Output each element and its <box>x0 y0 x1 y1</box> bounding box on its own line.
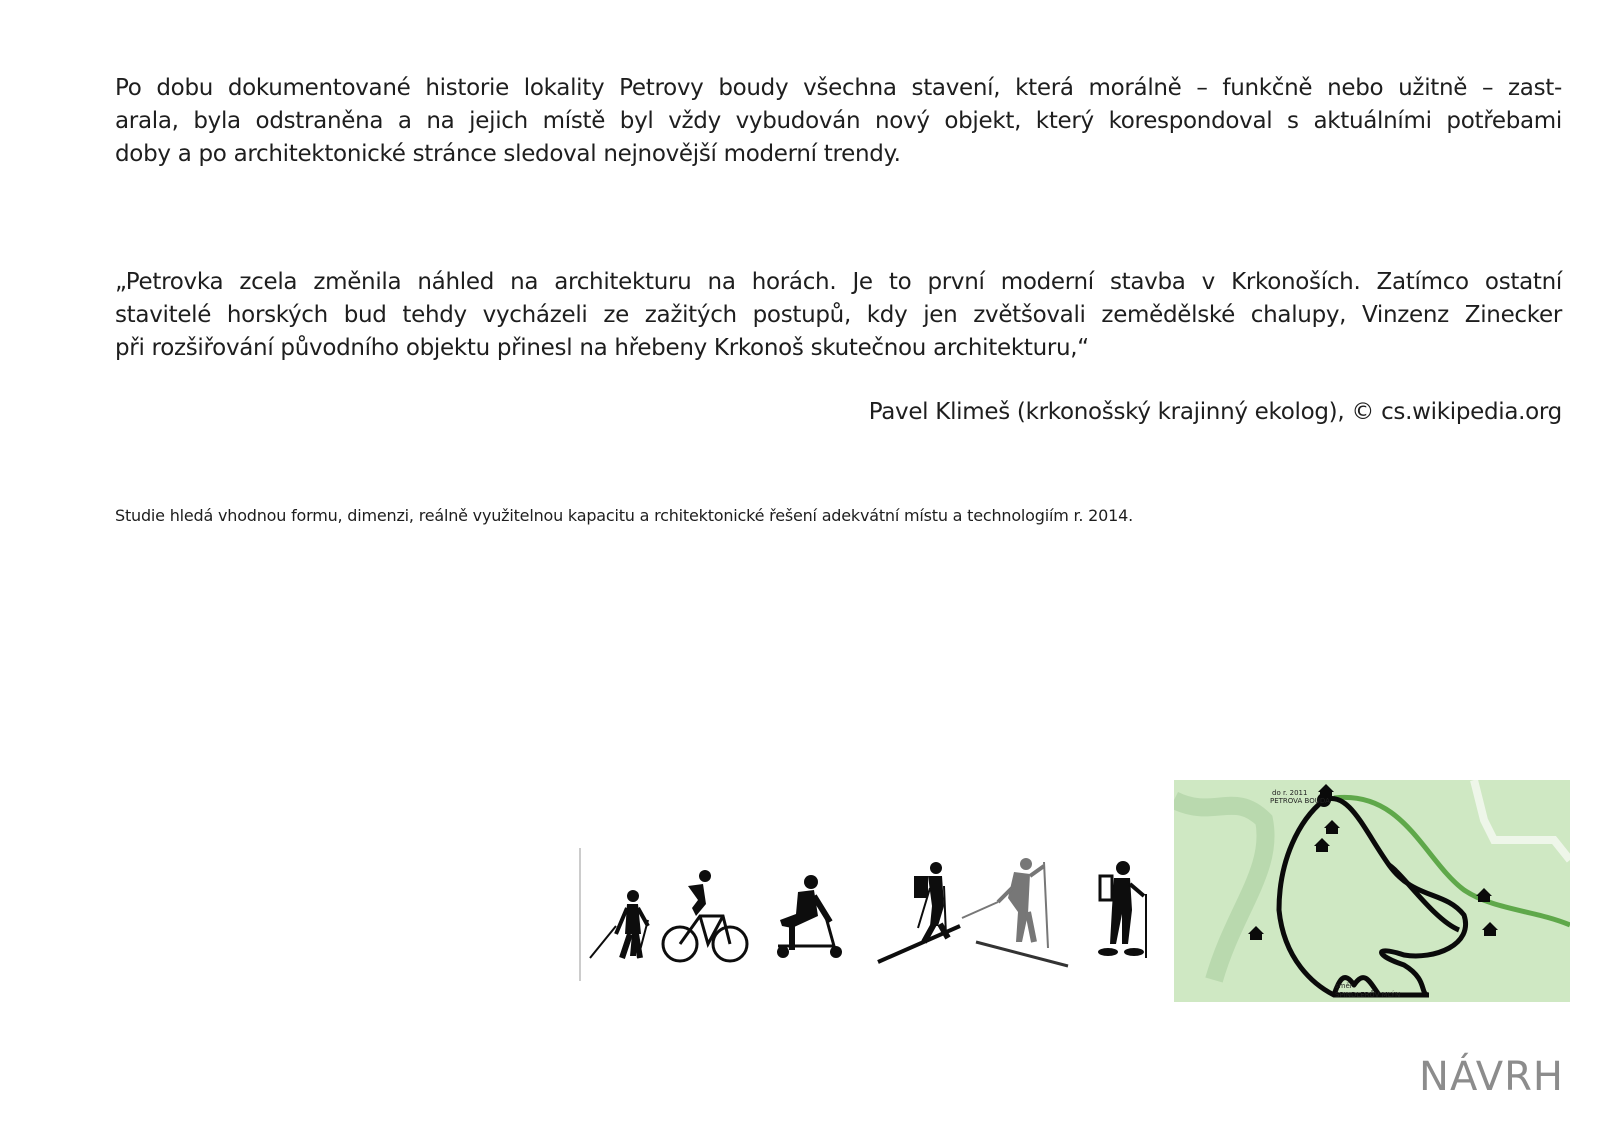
intro-line: Po dobu dokumentované historie lokality Petrovy boudy všechna stavení, která morálně – funkčně nebo užitně – zast- <box>115 75 1562 101</box>
cycling-icon <box>663 870 747 961</box>
map-label: ŠPINDLERŮV MLÝN <box>1335 991 1401 999</box>
quote-attribution: Pavel Klimeš (krkonošský krajinný ekolog), © cs.wikipedia.org <box>868 399 1562 425</box>
quote-paragraph <box>115 266 1562 365</box>
intro-line: doby a po architektonické stránce sledoval nejnovější moderní trendy. <box>115 141 901 167</box>
snowshoeing-icon <box>1098 861 1146 958</box>
map-label: směr <box>1335 982 1353 990</box>
ski-touring-icon <box>878 862 960 962</box>
quote-line: „Petrovka zcela změnila náhled na architekturu na horách. Je to první moderní stavba v Krkonoších. Zatímco ostatní <box>115 269 1562 295</box>
study-note: Studie hledá vhodnou formu, dimenzi, reálně využitelnou kapacitu a rchitektonické řešení adekvátní místu a technologiím r. 2014. <box>115 506 1133 525</box>
quote-line: při rozšiřování původního objektu přinesl na hřebeny Krkonoš skutečnou architekturu,“ <box>115 335 1089 361</box>
quote-line: stavitelé horských bud tehdy vycházeli ze zažitých postupů, kdy jen zvětšovali zemědělské chalupy, Vinzenz Zinecker <box>115 302 1562 328</box>
cross-country-skiing-icon <box>962 858 1068 966</box>
trail-map <box>1174 780 1570 1002</box>
map-label: PETROVA BOUDA <box>1270 797 1330 805</box>
activity-pictograms <box>578 846 1158 986</box>
kick-scooter-icon <box>777 875 842 958</box>
intro-paragraph <box>115 72 1562 171</box>
map-label: do r. 2011 <box>1272 789 1308 797</box>
intro-line: arala, byla odstraněna a na jejich místě byl vždy vybudován nový objekt, který korespondoval s aktuálními potřebami <box>115 108 1562 134</box>
page-label: NÁVRH <box>1419 1054 1564 1100</box>
nordic-walking-icon <box>590 890 648 958</box>
